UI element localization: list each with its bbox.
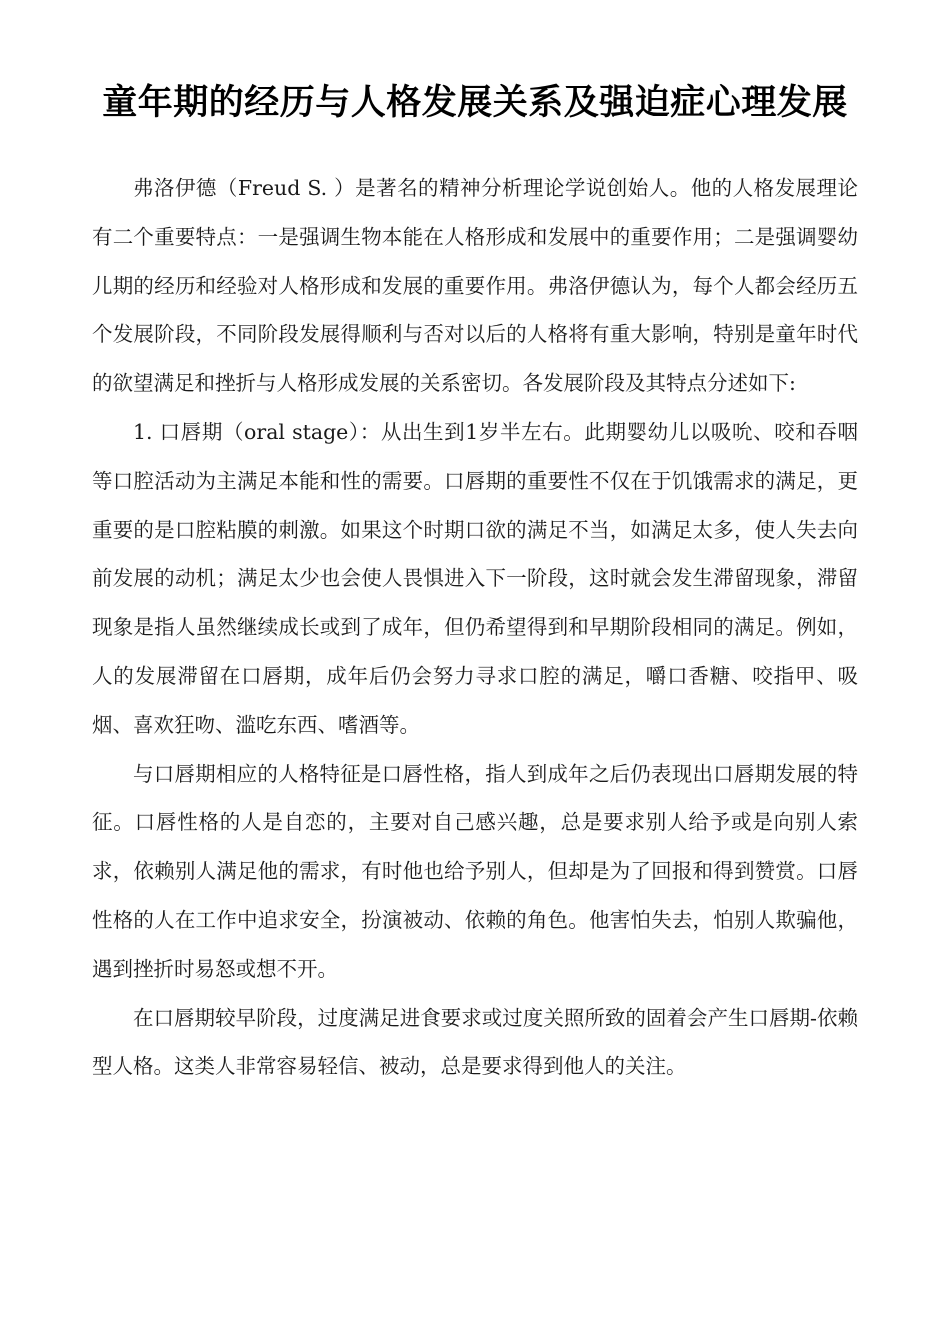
paragraph-oral-stage: 1. 口唇期（oral stage）：从出生到1岁半左右。此期婴幼儿以吸吮、咬和吞咽等口腔活动为主满足本能和性的需要。口唇期的重要性不仅在于饥饿需求的满足，更重要的是口腔粘膜的刺激。如果这个时期口欲的满足不当，如满足太多，使人失去向前发展的动机；满足太少也会使人畏惧进入下一阶段，这时就会发生滞留现象，滞留现象是指人虽然继续成长或到了成年，但仍希望得到和早期阶段相同的满足。例如，人的发展滞留在口唇期，成年后仍会努力寻求口腔的满足，嚼口香糖、咬指甲、吸烟、喜欢狂吻、滥吃东西、嗜酒等。 [92, 419, 858, 737]
document-body [92, 164, 858, 1091]
paragraph-oral-character: 与口唇期相应的人格特征是口唇性格，指人到成年之后仍表现出口唇期发展的特征。口唇性格的人是自恋的，主要对自己感兴趣，总是要求别人给予或是向别人索求，依赖别人满足他的需求，有时他也给予别人，但却是为了回报和得到赞赏。口唇性格的人在工作中追求安全，扮演被动、依赖的角色。他害怕失去，怕别人欺骗他，遇到挫折时易怒或想不开。 [92, 761, 858, 981]
paragraph-intro: 弗洛伊德（Freud S. ）是著名的精神分析理论学说创始人。他的人格发展理论有二个重要特点：一是强调生物本能在人格形成和发展中的重要作用；二是强调婴幼儿期的经历和经验对人格形成和发展的重要作用。弗洛伊德认为，每个人都会经历五个发展阶段，不同阶段发展得顺利与否对以后的人格将有重大影响，特别是童年时代的欲望满足和挫折与人格形成发展的关系密切。各发展阶段及其特点分述如下: [92, 176, 858, 396]
paragraph-oral-dependent: 在口唇期较早阶段，过度满足进食要求或过度关照所致的固着会产生口唇期-依赖型人格。这类人非常容易轻信、被动，总是要求得到他人的关注。 [92, 1005, 858, 1079]
document-title: 童年期的经历与人格发展关系及强迫症心理发展 [102, 83, 848, 123]
